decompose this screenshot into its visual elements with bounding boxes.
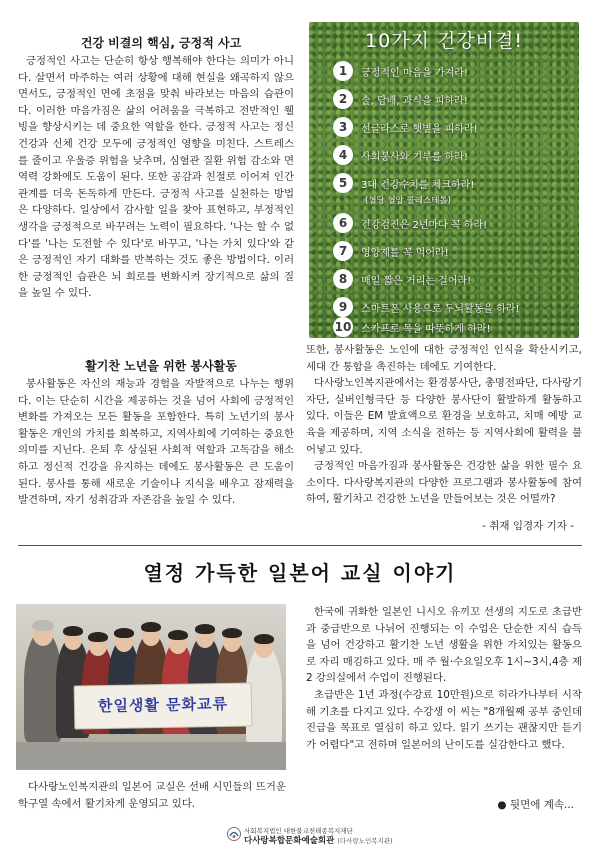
photo-table: [16, 742, 286, 770]
footer-foundation: 사회복지법인 대한불교천태종복지재단: [244, 827, 353, 835]
volunteering-right-para-1: 또한, 봉사활동은 노인에 대한 긍정적인 인식을 확산시키고, 세대 간 통합을 촉진하는 데에도 기여한다.: [306, 344, 582, 373]
health-tip-number: 4: [333, 145, 353, 165]
organization-logo-icon: [227, 827, 241, 841]
health-tip-text: 스카프로 목을 따뜻하게 하라!: [361, 323, 491, 335]
japanese-class-photo: [16, 604, 286, 770]
volunteering-right-para-3: 긍정적인 마음가짐과 봉사활동은 건강한 삶을 위한 필수 요소이다. 다사랑복지관의 다양한 프로그램과 봉사활동에 참여하여, 활기차고 건강한 노년을 만들어보는 것은 어떨까?: [306, 460, 582, 506]
class-banner: [74, 682, 253, 729]
health-tip-text: 술, 담배, 과식을 피하라!: [361, 95, 468, 107]
health-tip-text: 건강검진은 2년마다 꼭 하라!: [361, 219, 488, 231]
health-tip-1: [333, 60, 468, 82]
health-tip-3: [333, 116, 478, 138]
health-tip-text: 스마트폰 사용으로 두뇌활동을 하라!: [361, 303, 520, 315]
health-tips-title: 10가지 건강비결!: [365, 30, 523, 52]
health-tip-text: 영양제를 꼭 먹어라!: [361, 247, 449, 259]
japanese-class-body: [306, 604, 582, 753]
health-tip-10: [333, 316, 490, 338]
health-tip-number: 5: [333, 173, 353, 193]
health-tip-number: 1: [333, 61, 353, 81]
health-tip-number: 2: [333, 89, 353, 109]
footer-center-name: [244, 834, 393, 846]
health-tip-2: [333, 88, 468, 110]
health-tip-6: [333, 212, 487, 234]
article-body-positive-thinking: 긍정적인 사고는 단순히 항상 행복해야 한다는 의미가 아니다. 살면서 마주하는 여러 상황에 대해 현실을 왜곡하지 않으면서도, 긍정적인 면에 초점을 맞춰 바라보는 마음의 습관이다. 이러한 마음가짐은 삶의 어려움을 극복하고 전반적인 웰빙을 향상시키는 데 중요한 역할을 한다. 긍정적 사고는 정신 건강과 신체 건강 모두에 긍정적인 영향을 미친다. 스트레스를 줄이고 우울증 위험을 낮추며, 심혈관 질환 위험 감소와 면역력 강화에도 도움이 된다. 또한 공감과 친절로 이어져 인간관계를 더욱 돈독하게 만든다. 긍정적 사고를 실천하는 방법은 다양하다. 일상에서 감사할 일을 찾아 표현하고, 부정적인 생각을 긍정적으로 바꾸려는 노력이 필요하다. '나는 할 수 없다'를 '나는 도전할 수 있다'로 바꾸고, '나는 가치 있다'와 같은 긍정적인 자기 대화를 반복하는 것도 좋은 방법이다. 이러한 긍정적인 습관은 뇌 회로를 변화시켜 장기적으로 삶의 질을 높일 수 있다.: [18, 55, 294, 300]
health-tip-text: 사회봉사와 기부를 하라!: [361, 151, 468, 163]
reporter-credit: - 취재 임경자 기자 -: [482, 520, 574, 532]
continued-on-back: ● 뒷면에 계속...: [497, 799, 574, 811]
japanese-class-para-2: 초급반은 1년 과정(수강료 10만원)으로 히라가나부터 시작해 기초를 다지고 있다. 수강생 이 씨는 "8개월째 공부 중인데 진급을 목표로 열심히 하고 있다. 읽기 쓰기는 괜찮지만 듣기가 어렵다"고 전하며 일본어의 난이도를 실감한다고 했다.: [306, 688, 582, 751]
health-tip-text: 선글라스로 햇볕을 피하라!: [361, 123, 478, 135]
footer-center-sub: (다사랑노인복지관): [337, 837, 393, 845]
health-tip-number: 3: [333, 117, 353, 137]
section-divider: [18, 545, 582, 546]
class-banner-text: 한일생활 문화교류: [97, 694, 229, 716]
footer: [0, 823, 600, 845]
health-tip-9: [333, 296, 519, 318]
footer-center-main: 다사랑복합문화예술회관: [244, 836, 335, 846]
health-tip-number: 10: [333, 317, 353, 337]
health-tip-number: 8: [333, 269, 353, 289]
article-heading-volunteering: 활기찬 노년을 위한 봉사활동: [85, 359, 237, 373]
health-tip-number: 6: [333, 213, 353, 233]
volunteering-right-para-2: 다사랑노인복지관에서는 환경봉사단, 총명전파단, 다사랑기자단, 실버인형극단 등 다양한 봉사단이 활발하게 활동하고 있다. 이들은 EM 발효액으로 환경을 보호하고, 치매 예방 교육을 제공하며, 지역 소식을 전하는 등 지역사회에 활력을 불어넣고 있다.: [306, 377, 582, 456]
health-tip-subtext: (혈당 혈압 콜레스테롤): [365, 196, 451, 206]
health-tip-number: 7: [333, 241, 353, 261]
health-tip-number: 9: [333, 297, 353, 317]
article-body-volunteering-right: [306, 342, 582, 508]
health-tip-text: 긍정적인 마음을 가져라!: [361, 67, 468, 79]
article-body-volunteering-left: 봉사활동은 자신의 재능과 경험을 자발적으로 나누는 행위다. 이는 단순히 시간을 제공하는 것을 넘어 사회에 긍정적인 변화를 가져오는 모든 활동을 포함한다. 특히 노년기의 봉사활동은 개인의 가치를 회복하고, 지역사회에 기여하는 중요한 의미를 지닌다. 은퇴 후 상실된 사회적 역할과 고독감을 해소하고 정신적 건강을 유지하는 데에도 봉사활동은 큰 도움이 된다. 봉사를 통해 새로운 기술이나 지식을 배우고 잠재력을 발견하며, 자기 성취감과 자존감을 높일 수 있다.: [18, 378, 294, 507]
article-heading-positive-thinking: 건강 비결의 핵심, 긍정적 사고: [80, 36, 242, 50]
health-tip-8: [333, 268, 471, 290]
health-tip-text: 3대 건강수치를 체크하라!: [361, 179, 475, 191]
health-tips-image: [309, 22, 579, 338]
photo-caption: 다사랑노인복지관의 일본어 교실은 선배 시민들의 뜨거운 학구열 속에서 활기차게 운영되고 있다.: [18, 781, 286, 810]
health-tip-4: [333, 144, 468, 166]
health-tip-text: 매일 짧은 거리는 걸어라!: [361, 275, 472, 287]
health-tip-7: [333, 240, 449, 262]
health-tip-5: [333, 172, 474, 194]
japanese-class-para-1: 한국에 귀화한 일본인 니시오 유끼꼬 선생의 지도로 초급반과 중급반으로 나뉘어 진행되는 이 수업은 단순한 지식 습득을 넘어 건강하고 활기찬 노년 생활을 위한 가치있는 활동으로 자리 매김하고 있다. 매 주 월·수요일오후 1시~3시,4층 제 2 강의실에서 수업이 진행된다.: [306, 606, 582, 685]
japanese-class-title: 열정 가득한 일본어 교실 이야기: [143, 561, 457, 585]
